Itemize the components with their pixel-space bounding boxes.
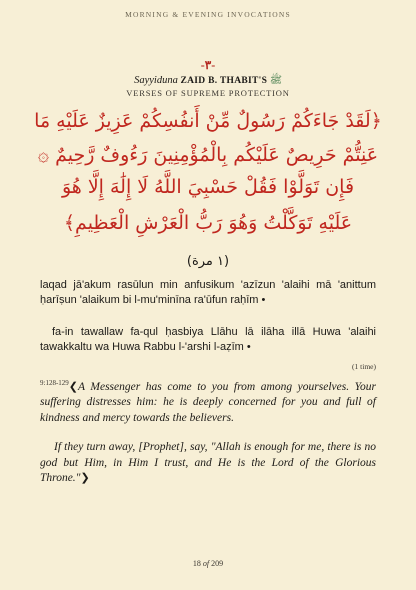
byline-name: ZAID B. THABIT'S <box>180 76 268 86</box>
translation-para-1 <box>40 376 376 426</box>
byline-prefix: Sayyiduna <box>134 75 178 86</box>
honorific-icon: ﷺ <box>269 75 282 86</box>
current-page: 18 <box>192 559 201 568</box>
page-number <box>0 559 416 568</box>
close-bracket-icon: ❯ <box>80 472 90 484</box>
transliteration-para-1: laqad jā'akum rasūlun min anfusikum 'azīzun 'alaihi mā 'anittum ḥarīṣun 'alaikum bi l-mu'minīna ra'ūfun raḥīm • <box>40 279 376 306</box>
translation-text-2: If they turn away, [Prophet], say, "Allah is enough for me, there is no god but Him, in Him I trust, and He is the Lord of the Glorious Throne." <box>40 441 376 484</box>
arabic-verse-line-4: عَلَيْهِ تَوَكَّلْتُ وَهُوَ رَبُّ الْعَرْشِ الْعَظِيمِ﴾ <box>63 212 353 234</box>
page-of-label: of <box>202 559 210 568</box>
running-header: MORNING & EVENING INVOCATIONS <box>125 10 291 19</box>
translation-text-1: A Messenger has come to you from among yourselves. Your suffering distresses him: he is deeply concerned for you and full of kindness and mercy towards the believers. <box>40 380 376 424</box>
translation-para-2 <box>40 440 376 487</box>
section-number: -٣- <box>200 58 216 72</box>
transliteration-para-2: fa-in tawallaw fa-qul ḥasbiya Llāhu lā ilāha illā Huwa 'alaihi tawakkaltu wa Huwa Rabbu l-'arshi l-aẓīm • <box>40 326 376 353</box>
section-subtitle: VERSES OF SUPREME PROTECTION <box>126 88 290 98</box>
arabic-verse-line-2: عَنِتُّمْ حَرِيصٌ عَلَيْكُم بِالْمُؤْمِنِينَ رَءُوفٌ رَّحِيمٌ ۞ <box>37 144 379 166</box>
open-bracket-icon: ❮ <box>68 380 78 393</box>
arabic-repetition-count: (١ مرة) <box>186 254 230 269</box>
arabic-verse-line-1: ﴿لَقَدْ جَاءَكُمْ رَسُولٌ مِّنْ أَنفُسِكُمْ عَزِيزٌ عَلَيْهِ مَا <box>34 110 382 132</box>
arabic-verse-line-3: فَإِن تَوَلَّوْا فَقُلْ حَسْبِيَ اللَّهُ لَا إِلَٰهَ إِلَّا هُوَ <box>61 176 355 198</box>
section-byline <box>0 74 416 88</box>
verse-reference: 9:128-129 <box>40 379 69 387</box>
total-pages: 209 <box>211 559 224 568</box>
repetition-count: (1 time) <box>352 362 376 371</box>
